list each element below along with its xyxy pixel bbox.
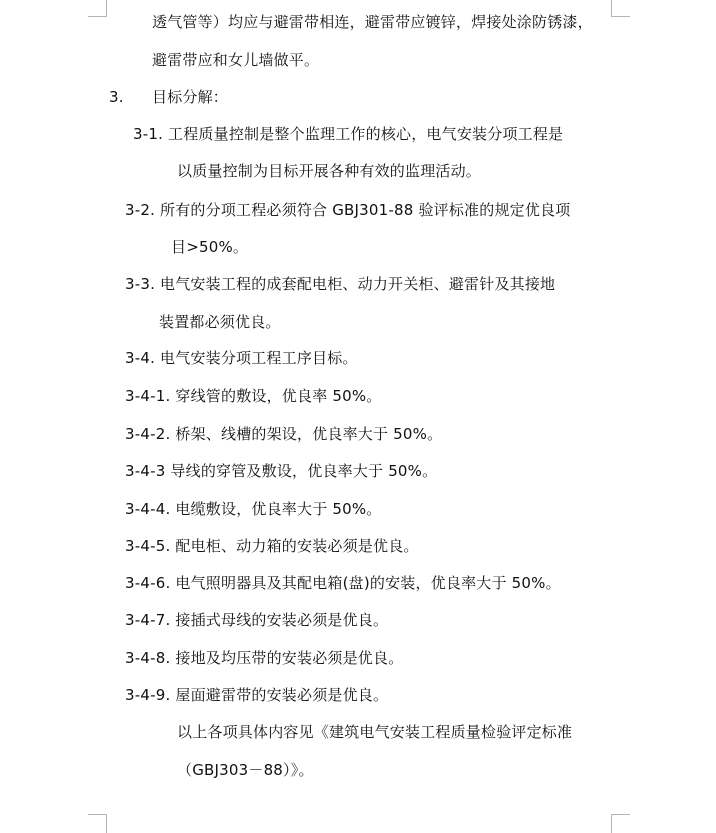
paragraph-line: 避雷带应和女儿墙做平。 xyxy=(152,51,320,69)
section-heading: 目标分解： xyxy=(152,88,229,106)
list-item: 3-4-3 导线的穿管及敷设，优良率大于 50%。 xyxy=(125,462,438,480)
section-number: 3. xyxy=(109,88,124,106)
paragraph-line: 透气管等）均应与避雷带相连，避雷带应镀锌，焊接处涂防锈漆， xyxy=(152,13,593,31)
list-item: 3-1. 工程质量控制是整个监理工作的核心，电气安装分项工程是 xyxy=(133,125,564,143)
page-corner-mark xyxy=(611,814,630,833)
list-item: 3-4. 电气安装分项工程工序目标。 xyxy=(125,349,358,367)
paragraph-line: （GBJ303－88）》。 xyxy=(177,761,314,779)
paragraph-line: 以上各项具体内容见《建筑电气安装工程质量检验评定标准 xyxy=(177,723,573,741)
page-corner-mark xyxy=(88,0,107,17)
list-item: 3-4-5. 配电柜、动力箱的安装必须是优良。 xyxy=(125,537,419,555)
list-item: 3-4-6. 电气照明器具及其配电箱(盘)的安装，优良率大于 50%。 xyxy=(125,574,561,592)
list-item: 3-4-9. 屋面避雷带的安装必须是优良。 xyxy=(125,686,389,704)
page-corner-mark xyxy=(88,814,107,833)
list-item: 3-2. 所有的分项工程必须符合 GBJ301-88 验评标准的规定优良项 xyxy=(125,201,571,219)
list-item-continuation: 目>50%。 xyxy=(171,238,249,256)
list-item: 3-4-2. 桥架、线槽的架设，优良率大于 50%。 xyxy=(125,425,443,443)
list-item-continuation: 以质量控制为目标开展各种有效的监理活动。 xyxy=(177,162,482,180)
list-item: 3-4-4. 电缆敷设，优良率大于 50%。 xyxy=(125,500,382,518)
list-item: 3-3. 电气安装工程的成套配电柜、动力开关柜、避雷针及其接地 xyxy=(125,275,556,293)
list-item: 3-4-7. 接插式母线的安装必须是优良。 xyxy=(125,611,389,629)
list-item: 3-4-1. 穿线管的敷设，优良率 50%。 xyxy=(125,387,382,405)
page-corner-mark xyxy=(611,0,630,17)
list-item: 3-4-8. 接地及均压带的安装必须是优良。 xyxy=(125,649,404,667)
list-item-continuation: 装置都必须优良。 xyxy=(159,313,281,331)
